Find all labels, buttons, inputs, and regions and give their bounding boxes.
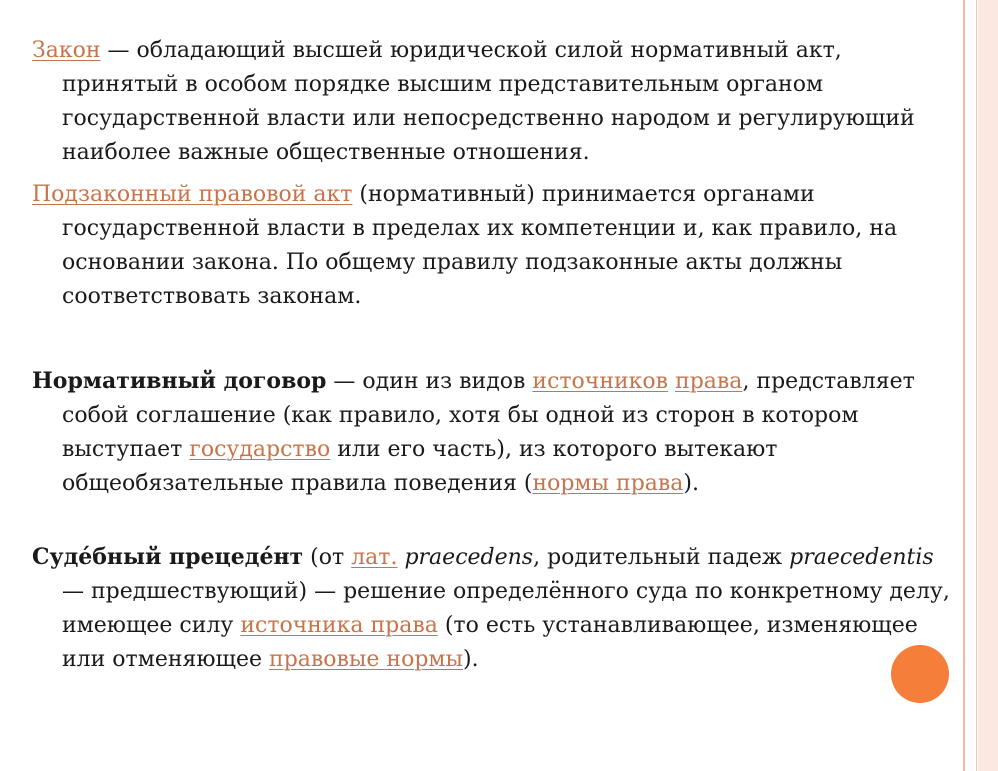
text-fragment: или его часть), из которого вытекают общеобязательные правила поведения (: [62, 437, 778, 496]
text-fragment: (от: [303, 545, 352, 570]
link-istochnika-prava[interactable]: источника права: [240, 613, 438, 638]
link-gosudarstvo[interactable]: государство: [189, 437, 331, 462]
text-fragment: — один из видов: [326, 369, 533, 394]
term-bold: Нормативный договор: [32, 368, 327, 394]
link-normy-prava[interactable]: нормы права: [532, 471, 684, 496]
definition-text: — обладающий высшей юридической силой нормативный акт, принятый в особом порядке высшим представительным органом государственной власти или непосредственно народом и регулирующий наиболее важные общественные отношения.: [62, 38, 915, 165]
link-lat[interactable]: лат.: [351, 545, 398, 570]
definition-text: (нормативный) принимается органами государственной власти в пределах их компетенции и, как правило, на основании закона. По общему правилу подзаконные акты должны соответствовать законам.: [62, 182, 898, 309]
link-zakon[interactable]: Закон: [32, 38, 101, 63]
text-fragment: ).: [463, 647, 479, 672]
text-fragment: [668, 369, 675, 394]
slide-border-line: [963, 0, 965, 771]
link-podzakonny-akt[interactable]: Подзаконный правовой акт: [32, 182, 353, 207]
text-fragment: ).: [683, 471, 699, 496]
text-fragment: , родительный падеж: [533, 545, 790, 570]
text-fragment: (то есть устанавливающее, изменяющее или отменяющее: [62, 613, 918, 672]
definition-sudebny-precedent: [32, 540, 958, 677]
definition-podzakonny-akt: [32, 178, 958, 314]
text-fragment: , представляет собой соглашение (как правило, хотя бы одной из сторон в котором выступает: [62, 369, 915, 462]
decorative-circle: [891, 645, 949, 703]
text-fragment: — предшествующий) — решение определённого суда по конкретному делу, имеющее силу: [62, 579, 950, 638]
latin-term: praecedentis: [789, 545, 934, 570]
link-pravovye-normy[interactable]: правовые нормы: [269, 647, 464, 672]
link-istochnikov[interactable]: источников: [532, 369, 669, 394]
latin-term: praecedens: [404, 545, 534, 570]
definition-zakon: [32, 34, 958, 170]
slide-right-border-band: [978, 0, 998, 771]
slide-border-line-inner: [976, 0, 977, 771]
link-prava[interactable]: права: [675, 369, 743, 394]
definition-normativny-dogovor: [32, 364, 958, 501]
term-bold: Суде́бный прецеде́нт: [32, 544, 304, 570]
